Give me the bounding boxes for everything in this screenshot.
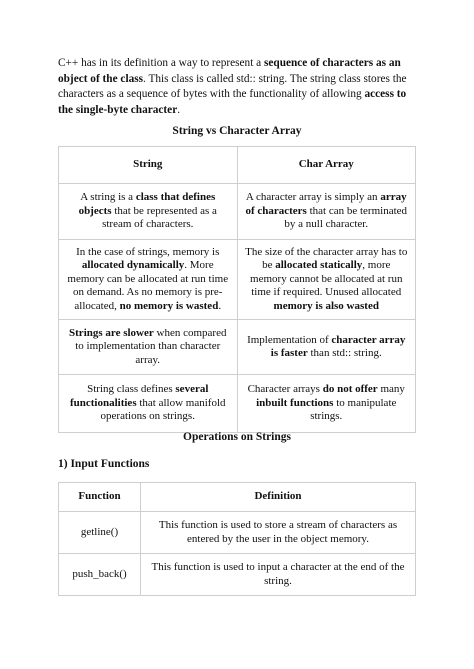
text-run: many [377,383,405,396]
text-run: String class defines [87,383,176,396]
text-run: C++ has in its definition a way to represent a [58,57,264,69]
bold-text: inbuilt functions [256,396,334,409]
bold-text: no memory is wasted [119,299,219,312]
bold-text: memory is also wasted [273,299,379,312]
text-run: than std:: string. [307,347,382,359]
header-function: Function [59,483,141,512]
string-cell [59,184,238,240]
function-name-cell: getline() [59,512,141,554]
bold-text: sequence of characters as an object of the class [58,57,401,85]
string-cell [59,320,238,375]
string-cell [59,240,238,320]
function-name-cell: push_back() [59,554,141,596]
char-array-cell [237,320,416,375]
text-run: A string is a [80,191,136,204]
operations-title: Operations on Strings [183,431,291,443]
comparison-row [59,240,416,320]
text-run: . More memory can be allocated at run time on demand. As no memory is pre-allocated, [67,259,229,312]
text-run: Implementation of [247,333,332,346]
comparison-row [59,375,416,433]
text-run: that can be terminated by a null character. [284,204,408,231]
text-run: In the case of strings, memory is [76,245,220,258]
bold-text: several functionalities [69,383,209,409]
text-run: when compared to implementation than character array. [75,326,227,366]
input-functions-heading: 1) Input Functions [58,458,150,470]
comparison-row [59,184,416,240]
char-array-cell [237,184,416,240]
comparison-header-row [59,147,416,184]
text-run: that allow manifold operations on strings. [100,396,226,423]
intro-paragraph [58,56,418,118]
comparison-table [58,146,416,433]
bold-text: Strings are slower [69,326,154,339]
function-definition-cell: This function is used to input a character at the end of the string. [141,554,416,596]
string-cell [59,375,238,433]
bold-text: class that defines objects [78,191,216,217]
text-run: The size of the character array has to be [245,245,408,272]
bold-text: allocated dynamically [81,259,185,272]
bold-text: array of characters [245,191,407,217]
functions-table [58,482,416,596]
text-run: that be represented as a stream of characters. [102,204,217,231]
text-run: A character array is simply an [245,191,381,204]
bold-text: character array is faster [270,333,406,359]
header-definition: Definition [141,483,416,512]
text-run: Character arrays [247,383,323,396]
comparison-row [59,320,416,375]
text-run: . [177,103,181,116]
text-run: . [218,299,222,312]
function-row [59,554,416,596]
bold-text: allocated statically [275,259,363,272]
bold-text: access to the single-byte character [58,88,407,116]
char-array-cell [237,240,416,320]
function-definition-cell: This function is used to store a stream of characters as entered by the user in the object memory. [141,512,416,554]
functions-header-row [59,483,416,512]
text-run: , more memory cannot be allocated at run time if required. Unused allocated [250,259,403,299]
text-run: to manipulate strings. [310,396,397,423]
bold-text: do not offer [322,383,378,396]
text-run: . This class is called std:: string. The string class stores the characters as a sequence of bytes with the functionality of allowing [58,72,407,100]
header-string: String [59,147,238,184]
function-row [59,512,416,554]
char-array-cell [237,375,416,433]
comparison-title: String vs Character Array [172,125,302,137]
header-char-array: Char Array [237,147,416,184]
